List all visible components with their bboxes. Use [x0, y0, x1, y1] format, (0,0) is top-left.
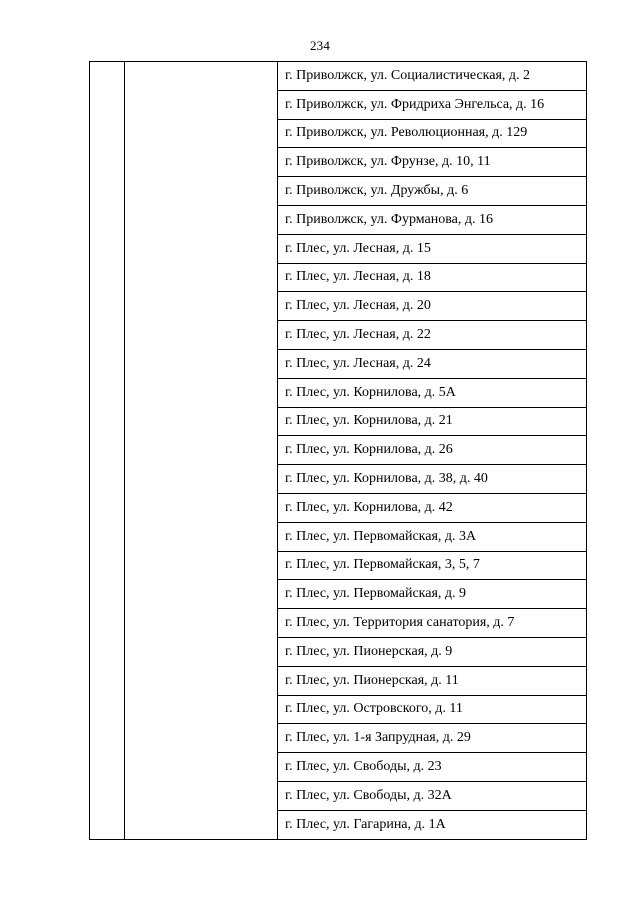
- address-cell: г. Плес, ул. Корнилова, д. 21: [278, 407, 587, 436]
- address-cell: г. Плес, ул. Корнилова, д. 38, д. 40: [278, 465, 587, 494]
- address-cell: г. Плес, ул. Корнилова, д. 42: [278, 493, 587, 522]
- address-cell: г. Приволжск, ул. Социалистическая, д. 2: [278, 62, 587, 91]
- address-cell: г. Плес, ул. Корнилова, д. 5А: [278, 378, 587, 407]
- address-cell: г. Плес, ул. Первомайская, д. 3А: [278, 522, 587, 551]
- address-cell: г. Плес, ул. 1-я Запрудная, д. 29: [278, 724, 587, 753]
- empty-number-column: [90, 62, 125, 840]
- address-cell: г. Плес, ул. Лесная, д. 24: [278, 349, 587, 378]
- address-cell: г. Приволжск, ул. Фрунзе, д. 10, 11: [278, 148, 587, 177]
- address-cell: г. Приволжск, ул. Дружбы, д. 6: [278, 177, 587, 206]
- address-cell: г. Плес, ул. Корнилова, д. 26: [278, 436, 587, 465]
- address-cell: г. Плес, ул. Лесная, д. 18: [278, 263, 587, 292]
- address-cell: г. Плес, ул. Лесная, д. 15: [278, 234, 587, 263]
- empty-name-column: [125, 62, 278, 840]
- table-row: [90, 62, 587, 91]
- address-cell: г. Плес, ул. Пионерская, д. 9: [278, 637, 587, 666]
- address-cell: г. Плес, ул. Лесная, д. 22: [278, 321, 587, 350]
- address-table-body: [90, 62, 587, 840]
- page-number: 234: [309, 38, 331, 53]
- address-cell: г. Приволжск, ул. Революционная, д. 129: [278, 119, 587, 148]
- address-cell: г. Плес, ул. Островского, д. 11: [278, 695, 587, 724]
- address-cell: г. Приволжск, ул. Фурманова, д. 16: [278, 205, 587, 234]
- address-cell: г. Плес, ул. Первомайская, 3, 5, 7: [278, 551, 587, 580]
- address-cell: г. Плес, ул. Гагарина, д. 1А: [278, 810, 587, 839]
- address-cell: г. Плес, ул. Свободы, д. 23: [278, 753, 587, 782]
- address-cell: г. Плес, ул. Пионерская, д. 11: [278, 666, 587, 695]
- address-cell: г. Приволжск, ул. Фридриха Энгельса, д. 16: [278, 90, 587, 119]
- address-cell: г. Плес, ул. Территория санатория, д. 7: [278, 609, 587, 638]
- address-cell: г. Плес, ул. Первомайская, д. 9: [278, 580, 587, 609]
- address-cell: г. Плес, ул. Свободы, д. 32А: [278, 781, 587, 810]
- address-table: [89, 61, 587, 840]
- address-cell: г. Плес, ул. Лесная, д. 20: [278, 292, 587, 321]
